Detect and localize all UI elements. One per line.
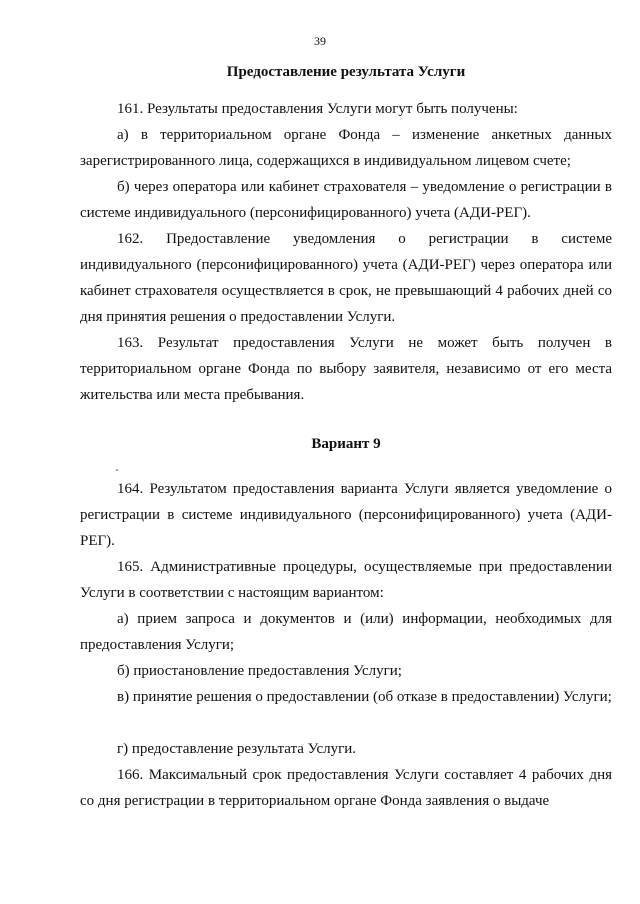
paragraph-165-a: а) прием запроса и документов и (или) информации, необходимых для предоставления Услуги;	[80, 611, 612, 653]
paragraph-161-b: б) через оператора или кабинет страхователя – уведомление о регистрации в системе индивидуального (персонифицированного) учета (АДИ-РЕГ).	[80, 179, 612, 221]
paragraph-164: 164. Результатом предоставления варианта Услуги является уведомление о регистрации в системе индивидуального (персонифицированного) учета (АДИ-РЕГ).	[80, 481, 612, 549]
paragraph-163: 163. Результат предоставления Услуги не может быть получен в территориальном органе Фонда по выбору заявителя, независимо от его места жительства или места пребывания.	[80, 335, 612, 403]
paragraph-165-c: в) принятие решения о предоставлении (об отказе в предоставлении) Услуги;	[117, 689, 612, 705]
section-heading: Предоставление результата Услуги	[226, 64, 466, 80]
paragraph-161-a: а) в территориальном органе Фонда – изменение анкетных данных зарегистрированного лица, содержащихся в индивидуальном лицевом счете;	[80, 127, 612, 169]
page-number: 39	[314, 34, 326, 48]
paragraph-165-b: б) приостановление предоставления Услуги;	[117, 663, 402, 679]
variant-heading: Вариант 9	[311, 436, 381, 452]
paragraph-165: 165. Административные процедуры, осуществляемые при предоставлении Услуги в соответствии с настоящим вариантом:	[80, 559, 612, 601]
scan-speck	[116, 469, 118, 471]
paragraph-166: 166. Максимальный срок предоставления Услуги составляет 4 рабочих дня со дня регистрации в территориальном органе Фонда заявления о выдаче	[80, 767, 612, 809]
paragraph-162: 162. Предоставление уведомления о регистрации в системе индивидуального (персонифицированного) учета (АДИ-РЕГ) через оператора или кабинет страхователя осуществляется в срок, не превышающий 4 рабочих дней со дня принятия решения о предоставлении Услуги.	[80, 231, 612, 325]
paragraph-165-d: г) предоставление результата Услуги.	[117, 741, 357, 757]
paragraph-161: 161. Результаты предоставления Услуги могут быть получены:	[117, 101, 518, 117]
